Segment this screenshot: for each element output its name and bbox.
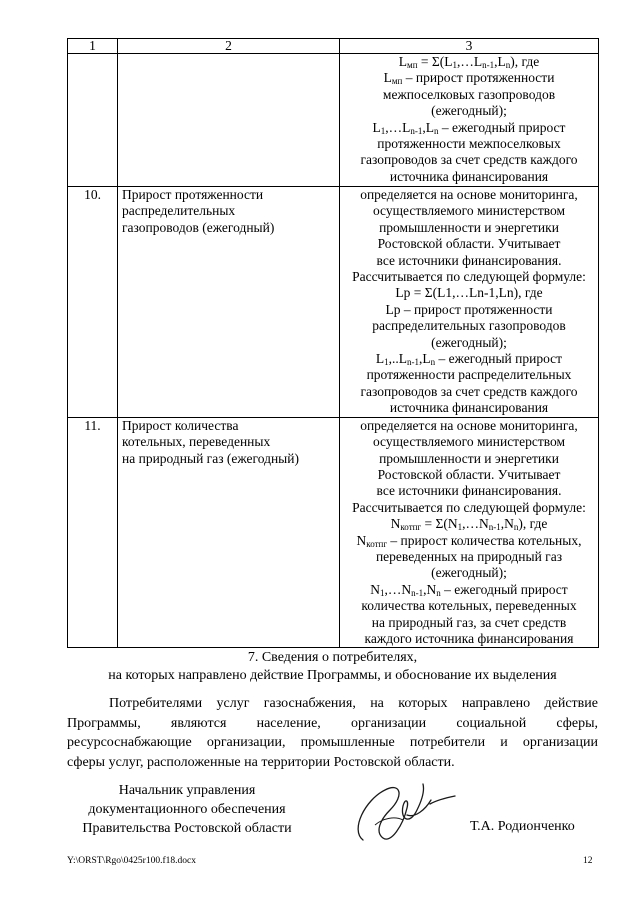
formula-line: на природный газ, за счет средств (371, 614, 567, 630)
formula-line: промышленности и энергетики (379, 219, 559, 235)
formula-cell (340, 187, 599, 418)
formula-line: (ежегодный); (431, 565, 507, 581)
indicator-name: Прирост количества котельных, переведенных на природный газ (ежегодный) (118, 417, 340, 648)
section-subtitle: на которых направлено действие Программы, и обоснование их выделения (108, 668, 557, 683)
formula-line: источника финансирования (389, 400, 549, 416)
formula-line: $N_1,\dots N_{n-1},N_n$ – ежегодный прирост (370, 581, 568, 598)
formula-line: количества котельных, переведенных (361, 598, 577, 614)
formula-line: $L_1,..L_{n-1},L_n$ – ежегодный прирост (375, 351, 563, 368)
formula-line: определяется на основе мониторинга, (360, 417, 578, 433)
formula-cell (340, 54, 599, 187)
formula-line: Lр – прирост протяженности (385, 301, 553, 317)
formula-line: Рассчитывается по следующей формуле: (352, 269, 586, 285)
formula-line: все источники финансирования. (376, 483, 562, 499)
section-title: 7. Сведения о потребителях, (247, 650, 418, 665)
table-row-11 (68, 417, 599, 648)
table-row-10 (68, 187, 599, 418)
formula-line: (ежегодный); (431, 334, 507, 350)
formula-line: Lр = Σ(L1,…Ln-1,Ln), где (395, 285, 543, 301)
formula-line: все источники финансирования. (376, 252, 562, 268)
formula-line: каждого источника финансирования (364, 630, 574, 646)
formula-line: переведенных на природный газ (375, 548, 563, 564)
handwritten-signature (345, 770, 460, 850)
row-number: 10. (68, 187, 118, 418)
formula-line: Рассчитывается по следующей формуле: (352, 499, 586, 515)
signatory-name: Т.А. Родионченко (470, 819, 575, 834)
table-row-continued (68, 54, 599, 187)
formula-line: (ежегодный); (431, 103, 507, 119)
formula-line: осуществляемого министерством (372, 203, 566, 219)
column-header-2: 2 (118, 39, 340, 54)
footer-file-path: Y:\ORST\Rgo\0425r100.f18.docx (67, 856, 196, 866)
formula-line: осуществляемого министерством (372, 434, 566, 450)
signatory-title: Начальник управления документационного обеспечения Правительства Ростовской области (82, 783, 292, 836)
column-header-3: 3 (340, 39, 599, 54)
row-number: 11. (68, 417, 118, 648)
page-number: 12 (583, 856, 593, 866)
formula-line: протяженности межпоселковых (377, 136, 561, 152)
formula-line: Ростовской области. Учитывает (377, 466, 561, 482)
formula-line: межпоселковых газопроводов (382, 86, 556, 102)
indicators-table (67, 38, 599, 648)
formula-line: газопроводов за счет средств каждого (360, 383, 578, 399)
formula-line: Ростовской области. Учитывает (377, 236, 561, 252)
formula-line: источника финансирования (389, 168, 549, 184)
indicator-name: Прирост протяженности распределительных газопроводов (ежегодный) (118, 187, 340, 418)
formula-line: $L_{мп}$ = $\Sigma(L_1,\dots L_{n-1},L_n)$, где (398, 54, 540, 70)
formula-line: газопроводов за счет средств каждого (360, 152, 578, 168)
formula-line: промышленности и энергетики (379, 450, 559, 466)
formula-line: определяется на основе мониторинга, (360, 187, 578, 202)
formula-line: $L_{мп}$ – прирост протяженности (383, 70, 555, 87)
formula-line: $N_{котпг}$ = $\Sigma(N_1,\dots N_{n-1},N_n)$, где (390, 516, 548, 533)
formula-line: $L_1,\dots L_{n-1},L_n$ – ежегодный прирост (372, 119, 566, 136)
column-header-1: 1 (68, 39, 118, 54)
consumers-paragraph: Потребителями услуг газоснабжения, на которых направлено действие Программы, являются население, организации социальной сферы, ресурсоснабжающие организации, промышленные потребители и организации сферы услуг, расположенные на территории Ростовской области. (67, 696, 598, 770)
formula-line: $N_{котпг}$ – прирост количества котельных, (356, 532, 582, 549)
table-header-row (68, 39, 599, 54)
formula-line: протяженности распределительных (366, 367, 572, 383)
formula-line: распределительных газопроводов (372, 318, 566, 334)
formula-cell (340, 417, 599, 648)
